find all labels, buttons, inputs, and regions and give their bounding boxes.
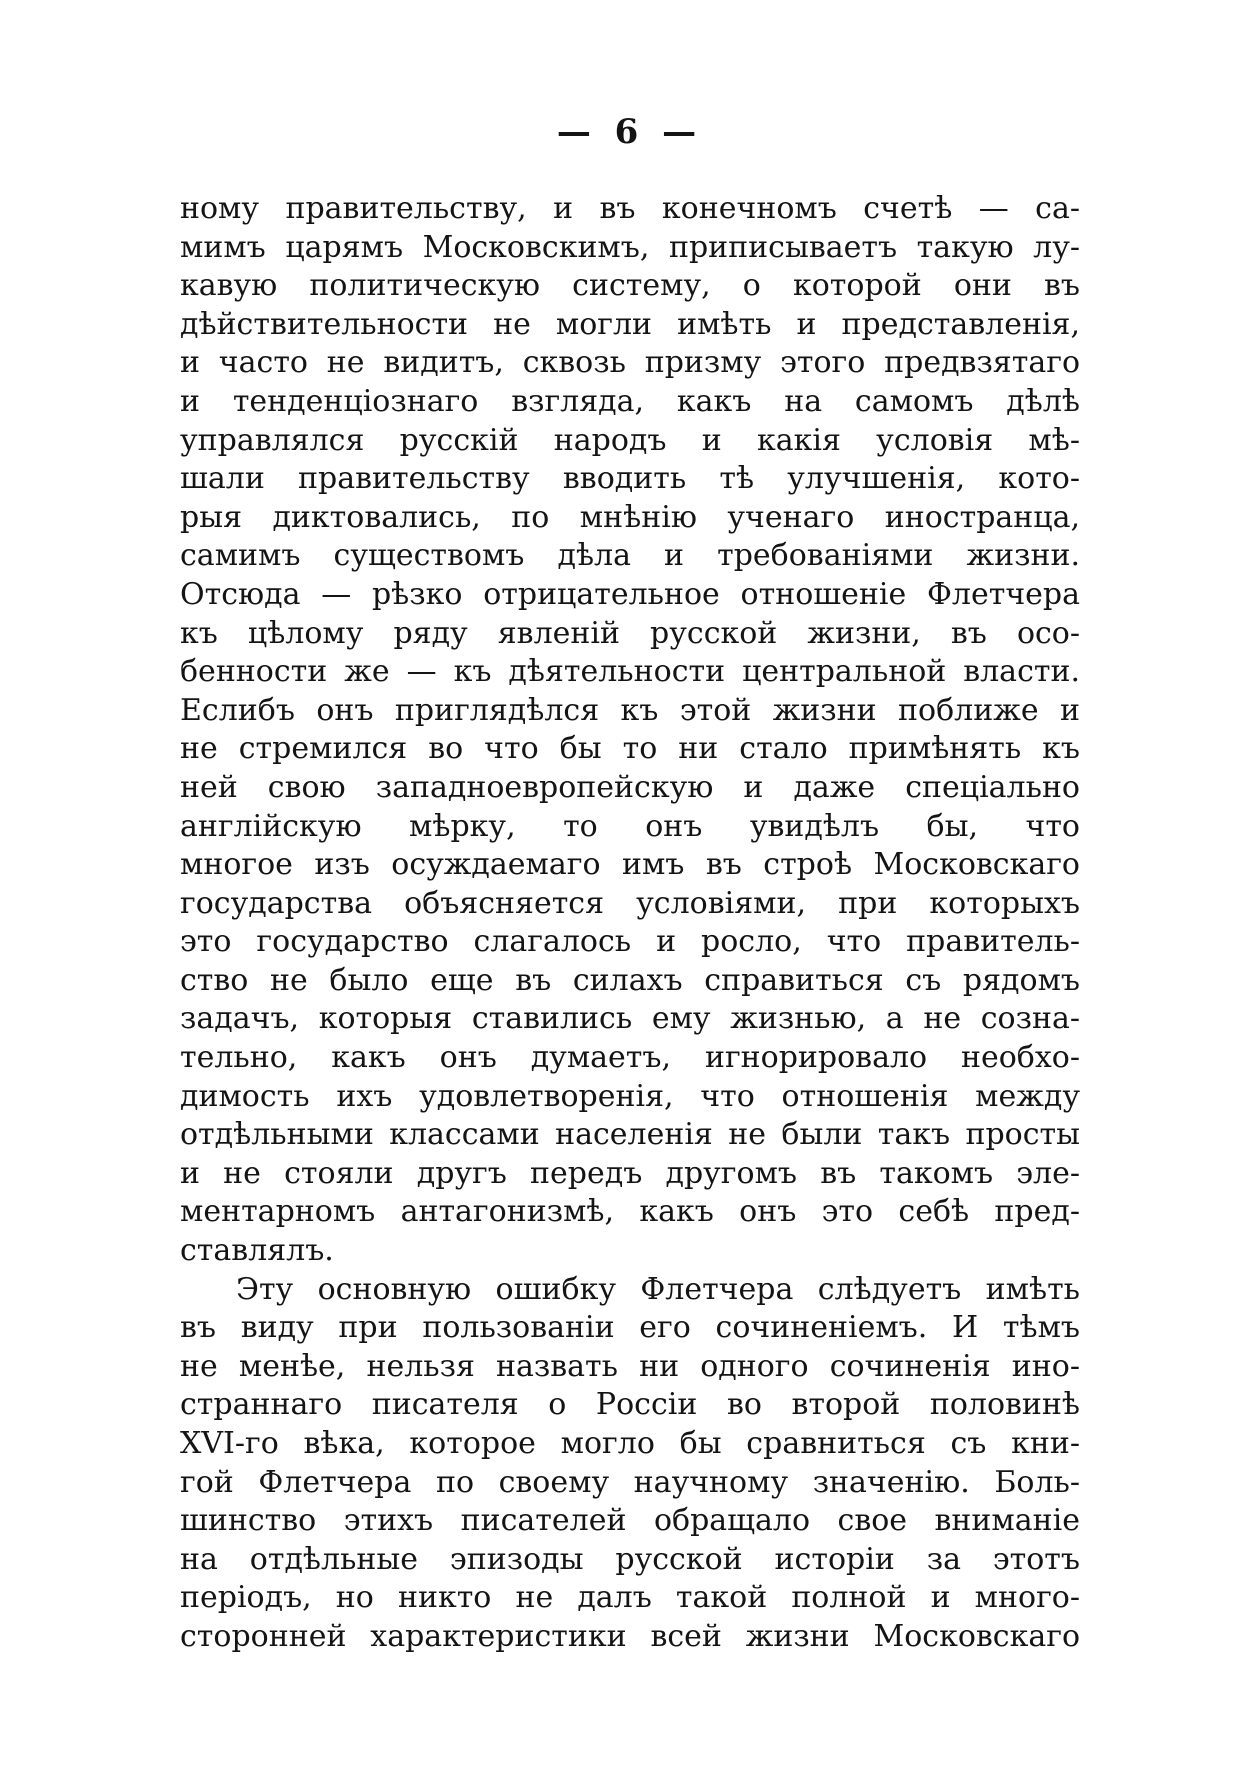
- text-line: это государство слагалось и росло, что правитель-: [180, 924, 1080, 960]
- text-line: страннаго писателя о Россіи во второй половинѣ: [180, 1387, 1080, 1423]
- text-line: періодъ, но никто не далъ такой полной и много-: [180, 1580, 1080, 1616]
- text-line: тельно, какъ онъ думаетъ, игнорировало необхо-: [180, 1040, 1080, 1076]
- text-line: государства объясняется условіями, при которыхъ: [180, 885, 1080, 921]
- text-line: англійскую мѣрку, то онъ увидѣлъ бы, что: [180, 808, 1080, 844]
- text-line: и часто не видитъ, сквозь призму этого предвзятаго: [180, 345, 1080, 381]
- text-line: шинство этихъ писателей обращало свое вниманіе: [180, 1503, 1080, 1539]
- text-line: Еслибъ онъ приглядѣлся къ этой жизни поближе и: [180, 692, 1080, 728]
- text-line: мимъ царямъ Московскимъ, приписываетъ такую лу-: [180, 229, 1080, 265]
- text-line: задачъ, которыя ставились ему жизнью, а не созна-: [180, 1001, 1080, 1037]
- text-line: рыя диктовались, по мнѣнію ученаго иностранца,: [180, 499, 1080, 535]
- text-line: самимъ существомъ дѣла и требованіями жизни.: [180, 538, 1080, 574]
- page-number: — 6 —: [556, 112, 703, 152]
- paragraph: [180, 190, 1080, 1271]
- text-line: отдѣльными классами населенія не были такъ просты: [180, 1117, 1080, 1153]
- text-line: дѣйствительности не могли имѣть и представленія,: [180, 306, 1080, 342]
- text-line: въ виду при пользованіи его сочиненіемъ. И тѣмъ: [180, 1310, 1080, 1346]
- text-line: сторонней характеристики всей жизни Московскаго: [180, 1618, 1080, 1654]
- text-line: Отсюда — рѣзко отрицательное отношеніе Флетчера: [180, 576, 1080, 612]
- text-line: управлялся русскій народъ и какія условія мѣ-: [180, 422, 1080, 458]
- text-line: не стремился во что бы то ни стало примѣнять къ: [180, 731, 1080, 767]
- text-line: ному правительству, и въ конечномъ счетѣ — са-: [180, 191, 1080, 226]
- text-line: ставлялъ.: [180, 1233, 334, 1269]
- text-line: ментарномъ антагонизмѣ, какъ онъ это себѣ пред-: [180, 1194, 1080, 1230]
- text-line: и тенденціознаго взгляда, какъ на самомъ дѣлѣ: [180, 383, 1080, 419]
- text-line: гой Флетчера по своему научному значенію. Боль-: [180, 1464, 1080, 1500]
- text-line: ней свою западноевропейскую и даже спеціально: [180, 769, 1080, 805]
- text-line: димость ихъ удовлетворенія, что отношенія между: [180, 1078, 1080, 1114]
- text-line: Эту основную ошибку Флетчера слѣдуетъ имѣть: [236, 1271, 1080, 1307]
- body-text: [180, 190, 1080, 1657]
- text-line: бенности же — къ дѣятельности центральной власти.: [180, 654, 1080, 690]
- text-line: многое изъ осуждаемаго имъ въ строѣ Московскаго: [180, 847, 1080, 883]
- text-line: XVI-го вѣка, которое могло бы сравниться съ кни-: [180, 1426, 1080, 1461]
- text-line: на отдѣльные эпизоды русской исторіи за этотъ: [180, 1541, 1080, 1577]
- text-line: къ цѣлому ряду явленій русской жизни, въ осо-: [180, 615, 1080, 651]
- paragraph: [180, 1271, 1080, 1657]
- text-line: ство не было еще въ силахъ справиться съ рядомъ: [180, 962, 1080, 998]
- text-line: не менѣе, нельзя назвать ни одного сочиненія ино-: [180, 1348, 1080, 1384]
- text-line: шали правительству вводить тѣ улучшенія, кото-: [180, 461, 1080, 497]
- text-line: кавую политическую систему, о которой они въ: [180, 268, 1080, 304]
- text-line: и не стояли другъ передъ другомъ въ такомъ эле-: [180, 1155, 1080, 1191]
